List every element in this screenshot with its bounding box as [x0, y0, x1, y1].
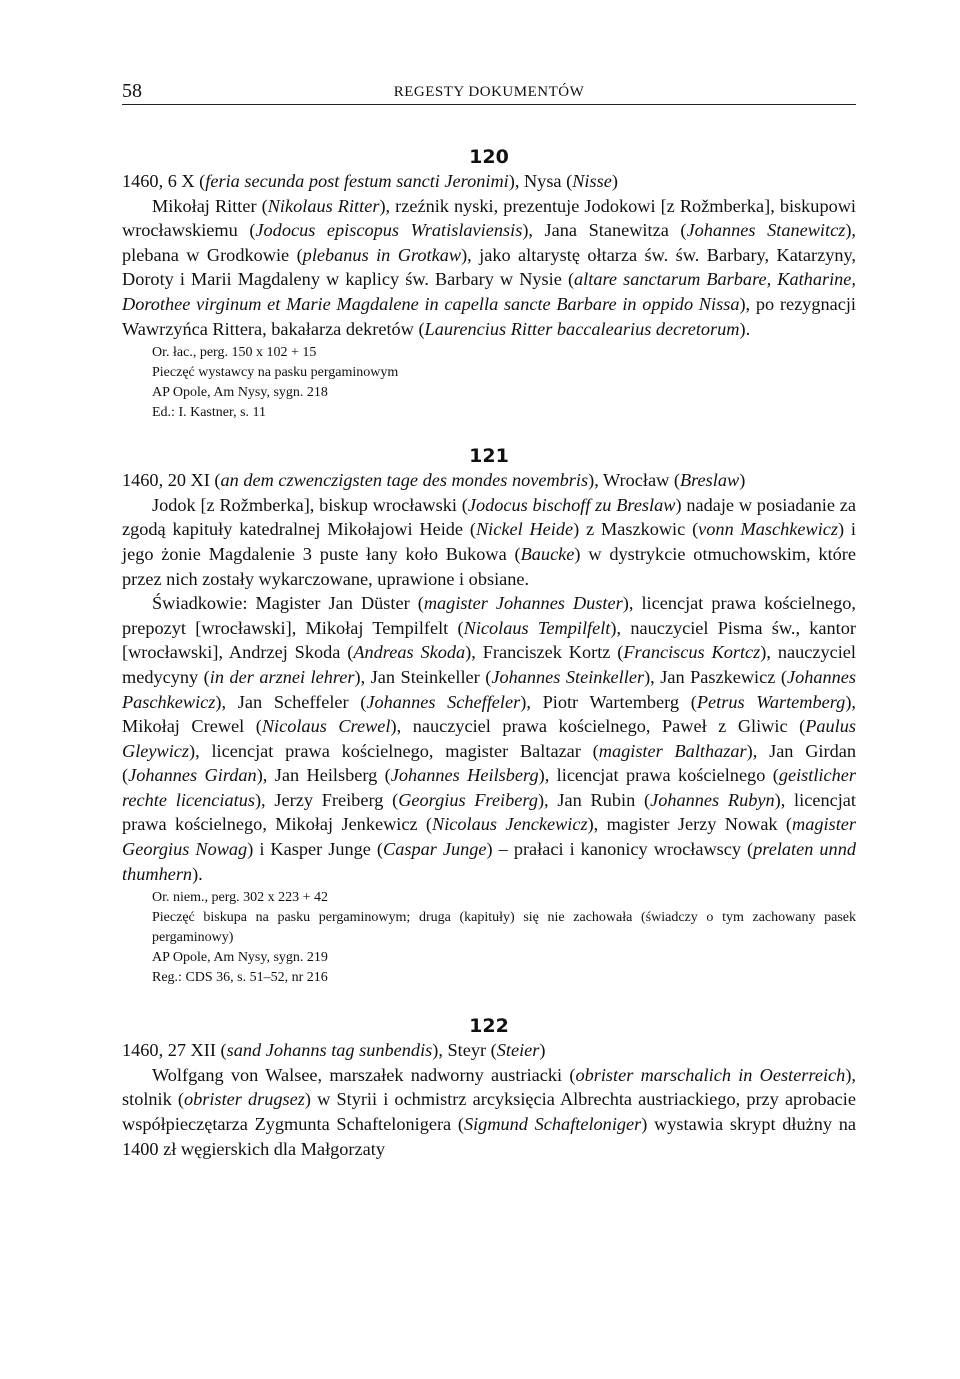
note-line: Pieczęć biskupa na pasku pergaminowym; druga (kapituły) się nie zachowała (świadczy o tym zachowany pasek pergaminowy)	[152, 910, 856, 946]
entry-number: 121	[469, 445, 509, 468]
note-line: Ed.: I. Kastner, s. 11	[152, 405, 267, 421]
entry-number: 120	[469, 146, 509, 168]
entry-notes	[122, 343, 856, 423]
regest-entry	[122, 444, 856, 988]
regest-entry	[122, 1014, 856, 1161]
entry-paragraph: Wolfgang von Walsee, marszałek nadworny austriacki (obrister marschalich in Oesterreich), stolnik (obrister drugsez) w Styrii i ochmistrz arcyksięcia Albrechta austriackiego, przy aprobacie współpieczętarza Zygmunta Schaftelonigera (Sigmund Schafteloniger) wystawia skrypt dłużny na 1400 zł węgierskich dla Małgorzaty	[122, 1064, 856, 1159]
entry-notes	[122, 888, 856, 988]
entry-paragraph: Jodok [z Rožmberka], biskup wrocławski (Jodocus bischoff zu Breslaw) nadaje w posiadanie za zgodą kapituły katedralnej Mikołajowi Heide (Nickel Heide) z Maszkowic (vonn Maschkewicz) i jego żonie Magdalenie 3 puste łany koło Bukowa (Baucke) w dystrykcie otmuchowskim, które przez nich zostały wykarczowane, uprawione i obsiane.	[122, 494, 856, 589]
entry-date-line: 1460, 27 XII (sand Johanns tag sunbendis), Steyr (Steier)	[122, 1040, 546, 1061]
note-line: Or. niem., perg. 302 x 223 + 42	[152, 890, 329, 906]
note-line: Reg.: CDS 36, s. 51–52, nr 216	[152, 970, 328, 986]
note-line: Or. łac., perg. 150 x 102 + 15	[152, 345, 317, 361]
regest-entry	[122, 145, 856, 423]
entry-date-line: 1460, 20 XI (an dem czwenczigsten tage des mondes novembris), Wrocław (Breslaw)	[122, 470, 746, 491]
entries-list	[122, 145, 856, 1161]
entry-paragraph: Mikołaj Ritter (Nikolaus Ritter), rzeźnik nyski, prezentuje Jodokowi [z Rožmberka], biskupowi wrocławskiemu (Jodocus episcopus Wratislaviensis), Jana Stanewitza (Johannes Stanewitcz), plebana w Grodkowie (plebanus in Grotkaw), jako altarystę ołtarza św. św. Barbary, Katarzyny, Doroty i Marii Magdaleny w kaplicy św. Barbary w Nysie (altare sanctarum Barbare, Katharine, Dorothee virginum et Marie Magdalene in capella sancte Barbare in oppido Nissa), po rezygnacji Wawrzyńca Rittera, bakałarza dekretów (Laurencius Ritter baccalearius decretorum).	[122, 195, 857, 339]
note-line: AP Opole, Am Nysy, sygn. 218	[152, 385, 328, 401]
running-title: REGESTY DOKUMENTÓW	[393, 84, 585, 100]
page-header	[122, 78, 856, 105]
note-line: Pieczęć wystawcy na pasku pergaminowym	[152, 365, 399, 381]
document-page	[122, 78, 856, 1161]
page-number: 58	[122, 80, 142, 102]
entry-paragraph: Świadkowie: Magister Jan Düster (magister Johannes Duster), licencjat prawa kościelnego, prepozyt [wrocławski], Mikołaj Tempilfelt (Nicolaus Tempilfelt), nauczyciel Pisma św., kantor [wrocławski], Andrzej Skoda (Andreas Skoda), Franciszek Kortz (Franciscus Kortcz), nauczyciel medycyny (in der arznei lehrer), Jan Steinkeller (Johannes Steinkeller), Jan Paszkewicz (Johannes Paschkewicz), Jan Scheffeler (Johannes Scheffeler), Piotr Wartemberg (Petrus Wartemberg), Mikołaj Crewel (Nicolaus Crewel), nauczyciel prawa kościelnego, Paweł z Gliwic (Paulus Gleywicz), licencjat prawa kościelnego, magister Baltazar (magister Balthazar), Jan Girdan (Johannes Girdan), Jan Heilsberg (Johannes Heilsberg), licencjat prawa kościelnego (geistlicher rechte licenciatus), Jerzy Freiberg (Georgius Freiberg), Jan Rubin (Johannes Rubyn), licencjat prawa kościelnego, Mikołaj Jenkewicz (Nicolaus Jenckewicz), magister Jerzy Nowak (magister Georgius Nowag) i Kasper Junge (Caspar Junge) – prałaci i kanonicy wrocławscy (prelaten unnd thumhern).	[122, 593, 856, 884]
entry-date-line: 1460, 6 X (feria secunda post festum sancti Jeronimi), Nysa (Nisse)	[122, 171, 618, 191]
entry-number: 122	[469, 1015, 509, 1038]
note-line: AP Opole, Am Nysy, sygn. 219	[152, 950, 328, 966]
